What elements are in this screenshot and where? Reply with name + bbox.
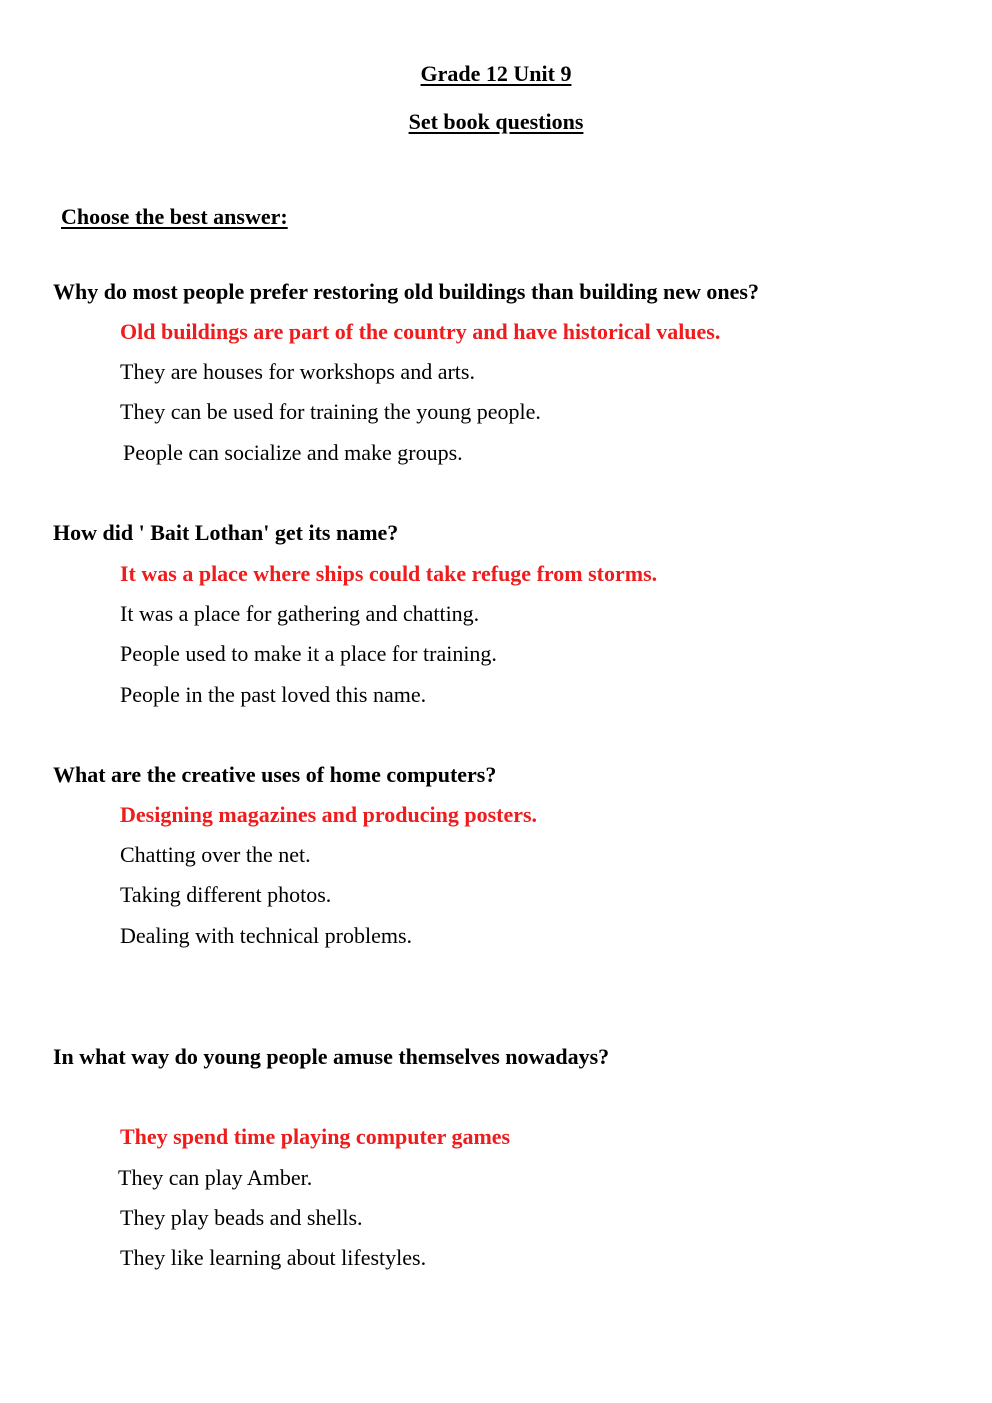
- page-subtitle: Set book questions: [408, 109, 584, 134]
- question-1-correct-answer: Old buildings are part of the country and have historical values.: [120, 319, 721, 344]
- question-4-option-2: They can play Amber.: [118, 1165, 313, 1190]
- question-2: How did ' Bait Lothan' get its name?: [53, 520, 399, 545]
- question-4: In what way do young people amuse themselves nowadays?: [53, 1044, 610, 1069]
- instruction-heading: Choose the best answer:: [61, 204, 288, 229]
- page-title: Grade 12 Unit 9: [420, 61, 572, 86]
- question-3-correct-answer: Designing magazines and producing posters.: [120, 802, 538, 827]
- question-2-option-4: People in the past loved this name.: [120, 682, 427, 707]
- question-1: Why do most people prefer restoring old buildings than building new ones?: [53, 279, 759, 304]
- question-2-option-3: People used to make it a place for training.: [120, 641, 497, 666]
- question-4-option-3: They play beads and shells.: [120, 1205, 363, 1230]
- question-3: What are the creative uses of home computers?: [53, 762, 497, 787]
- question-2-correct-answer: It was a place where ships could take refuge from storms.: [120, 561, 658, 586]
- question-1-option-4: People can socialize and make groups.: [123, 440, 463, 465]
- question-3-option-3: Taking different photos.: [120, 882, 332, 907]
- question-1-option-2: They are houses for workshops and arts.: [120, 359, 475, 384]
- question-4-correct-answer: They spend time playing computer games: [120, 1124, 511, 1149]
- question-4-option-4: They like learning about lifestyles.: [120, 1245, 427, 1270]
- question-1-option-3: They can be used for training the young people.: [120, 399, 541, 424]
- question-3-option-2: Chatting over the net.: [120, 842, 311, 867]
- question-2-option-2: It was a place for gathering and chatting.: [120, 601, 480, 626]
- question-3-option-4: Dealing with technical problems.: [120, 923, 413, 948]
